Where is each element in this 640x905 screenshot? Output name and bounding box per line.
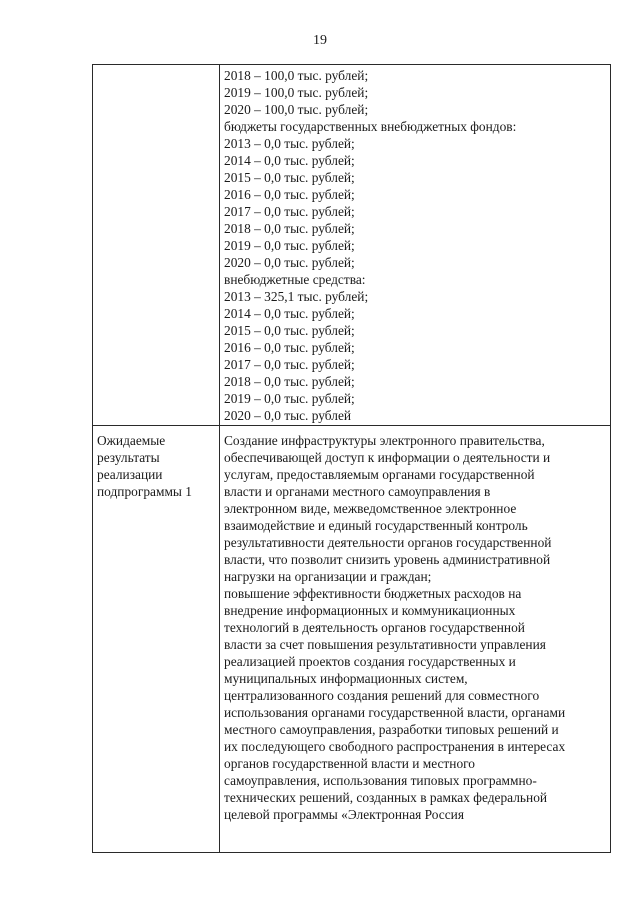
text-line: электронном виде, межведомственное электронное	[224, 501, 517, 516]
text-line: органов государственной власти и местного	[224, 756, 475, 771]
table-row-funding	[93, 65, 611, 426]
funding-line: 2019 – 100,0 тыс. рублей;	[224, 85, 369, 100]
funding-line: бюджеты государственных внебюджетных фондов:	[224, 119, 517, 134]
text-line: нагрузки на организации и граждан;	[224, 569, 432, 584]
text-line: муниципальных информационных систем,	[224, 671, 468, 686]
table-row-expected-results	[93, 426, 611, 853]
funding-line: 2020 – 0,0 тыс. рублей	[224, 408, 352, 423]
text-line: их последующего свободного распространения в интересах	[224, 739, 566, 754]
label-line: реализации	[97, 467, 163, 482]
funding-line: 2017 – 0,0 тыс. рублей;	[224, 357, 355, 372]
funding-line: 2019 – 0,0 тыс. рублей;	[224, 391, 355, 406]
funding-line: 2015 – 0,0 тыс. рублей;	[224, 323, 355, 338]
funding-line: 2015 – 0,0 тыс. рублей;	[224, 170, 355, 185]
funding-line: 2013 – 0,0 тыс. рублей;	[224, 136, 355, 151]
text-line: самоуправления, использования типовых программно-	[224, 773, 537, 788]
row-label	[93, 65, 219, 71]
row-label-cell	[93, 65, 220, 426]
funding-line: 2020 – 100,0 тыс. рублей;	[224, 102, 369, 117]
text-line: использования органами государственной власти, органами	[224, 705, 566, 720]
funding-line: 2018 – 0,0 тыс. рублей;	[224, 374, 355, 389]
label-line: результаты	[97, 450, 160, 465]
text-line: обеспечивающей доступ к информации о деятельности и	[224, 450, 551, 465]
expected-results-label	[93, 426, 219, 500]
row-value-cell	[220, 426, 611, 853]
text-line: власти и органами местного самоуправления в	[224, 484, 491, 499]
page-number: 19	[313, 33, 327, 48]
funding-line: 2018 – 100,0 тыс. рублей;	[224, 68, 369, 83]
row-value-cell	[220, 65, 611, 426]
funding-line: 2020 – 0,0 тыс. рублей;	[224, 255, 355, 270]
funding-lines	[220, 65, 610, 425]
passport-table	[92, 64, 611, 853]
text-line: целевой программы «Электронная Россия	[224, 807, 465, 822]
text-line: Создание инфраструктуры электронного правительства,	[224, 433, 545, 448]
text-line: результативности деятельности органов государственной	[224, 535, 552, 550]
funding-line: 2014 – 0,0 тыс. рублей;	[224, 153, 355, 168]
label-line: Ожидаемые	[97, 433, 166, 448]
funding-line: 2019 – 0,0 тыс. рублей;	[224, 238, 355, 253]
text-line: услугам, предоставляемым органами государственной	[224, 467, 535, 482]
text-line: технологий в деятельность органов государственной	[224, 620, 525, 635]
text-line: централизованного создания решений для совместного	[224, 688, 540, 703]
text-line: реализацией проектов создания государственных и	[224, 654, 516, 669]
text-line: местного самоуправления, разработки типовых решений и	[224, 722, 559, 737]
text-line: технических решений, созданных в рамках федеральной	[224, 790, 548, 805]
funding-line: внебюджетные средства:	[224, 272, 366, 287]
row-label-cell	[93, 426, 220, 853]
text-line: власти за счет повышения результативности управления	[224, 637, 546, 652]
text-line: взаимодействие и единый государственный контроль	[224, 518, 528, 533]
funding-line: 2016 – 0,0 тыс. рублей;	[224, 340, 355, 355]
funding-line: 2017 – 0,0 тыс. рублей;	[224, 204, 355, 219]
funding-line: 2018 – 0,0 тыс. рублей;	[224, 221, 355, 236]
funding-line: 2014 – 0,0 тыс. рублей;	[224, 306, 355, 321]
label-line: подпрограммы 1	[97, 484, 192, 499]
expected-results-text	[220, 426, 610, 823]
text-line: внедрение информационных и коммуникационных	[224, 603, 516, 618]
funding-line: 2013 – 325,1 тыс. рублей;	[224, 289, 369, 304]
text-line: повышение эффективности бюджетных расходов на	[224, 586, 522, 601]
funding-line: 2016 – 0,0 тыс. рублей;	[224, 187, 355, 202]
text-line: власти, что позволит снизить уровень административной	[224, 552, 551, 567]
